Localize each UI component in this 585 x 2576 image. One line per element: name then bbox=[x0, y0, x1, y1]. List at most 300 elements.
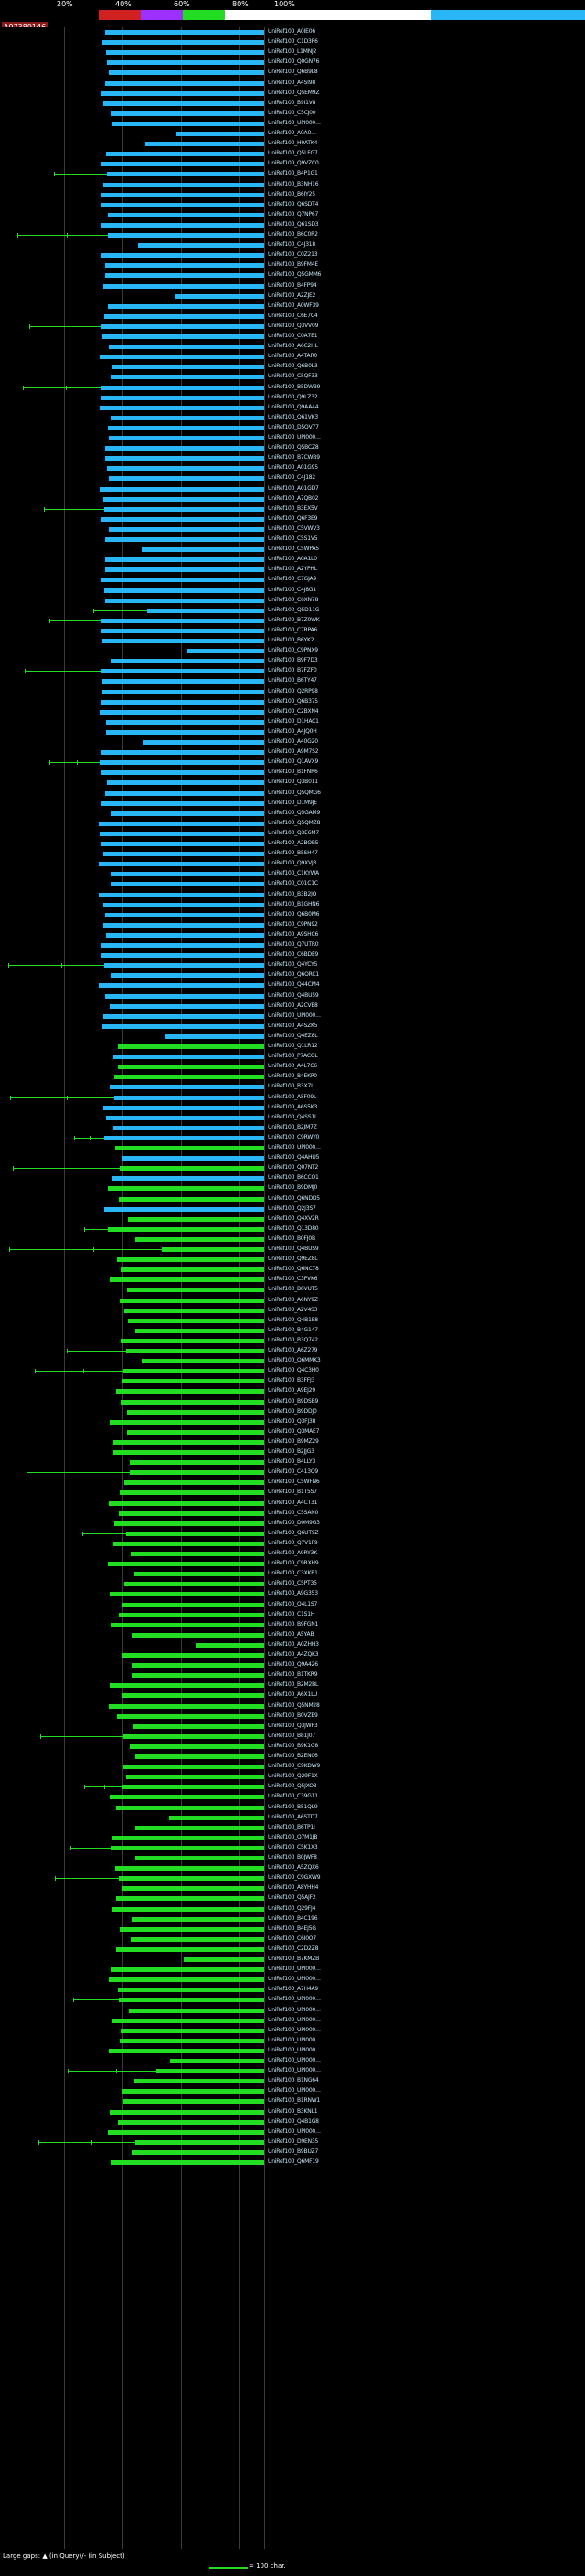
subject-label[interactable]: UniRef100_A0IE06 bbox=[268, 28, 315, 35]
subject-label[interactable]: UniRef100_C1S1H bbox=[268, 1610, 315, 1617]
subject-label[interactable]: UniRef100_B9MZ29 bbox=[268, 1437, 319, 1445]
table-row[interactable] bbox=[0, 342, 585, 352]
hsp-bar[interactable] bbox=[105, 913, 264, 917]
table-row[interactable] bbox=[0, 302, 585, 312]
hsp-bar[interactable] bbox=[101, 801, 264, 806]
table-row[interactable] bbox=[0, 1153, 585, 1163]
subject-label[interactable]: UniRef100_B0FJ0B bbox=[268, 1235, 315, 1242]
hsp-bar[interactable] bbox=[99, 862, 264, 866]
subject-label[interactable]: UniRef100_Q7M1JB bbox=[268, 1833, 318, 1840]
table-row[interactable] bbox=[0, 616, 585, 626]
table-row[interactable] bbox=[0, 99, 585, 109]
subject-label[interactable]: UniRef100_A4JQ0H bbox=[268, 727, 317, 735]
table-row[interactable] bbox=[0, 362, 585, 372]
subject-label[interactable]: UniRef100_B3FFJ3 bbox=[268, 1377, 315, 1384]
subject-label[interactable]: UniRef100_A2CVE8 bbox=[268, 1002, 318, 1009]
table-row[interactable] bbox=[0, 1072, 585, 1082]
table-row[interactable] bbox=[0, 1813, 585, 1823]
table-row[interactable] bbox=[0, 1893, 585, 1903]
hsp-bar[interactable] bbox=[99, 983, 264, 988]
table-row[interactable] bbox=[0, 1620, 585, 1630]
table-row[interactable] bbox=[0, 890, 585, 900]
table-row[interactable] bbox=[0, 2026, 585, 2036]
subject-label[interactable]: UniRef100_Q6UT9Z bbox=[268, 1529, 319, 1536]
hsp-bar[interactable] bbox=[112, 1836, 264, 1840]
subject-label[interactable]: UniRef100_A2YPHL bbox=[268, 566, 317, 573]
hsp-bar[interactable] bbox=[132, 2150, 264, 2155]
table-row[interactable] bbox=[0, 281, 585, 292]
table-row[interactable] bbox=[0, 1336, 585, 1346]
table-row[interactable] bbox=[0, 1447, 585, 1458]
hsp-bar[interactable] bbox=[113, 1542, 264, 1546]
subject-label[interactable]: UniRef100_B4G147 bbox=[268, 1326, 318, 1333]
table-row[interactable] bbox=[0, 586, 585, 596]
hsp-bar[interactable] bbox=[101, 324, 264, 329]
hsp-bar[interactable] bbox=[119, 1197, 264, 1202]
subject-label[interactable]: UniRef100_Q4YCY5 bbox=[268, 961, 318, 969]
hsp-bar[interactable] bbox=[117, 1714, 264, 1719]
hsp-bar[interactable] bbox=[119, 1613, 264, 1617]
hsp-bar[interactable] bbox=[113, 1126, 264, 1130]
hsp-bar[interactable] bbox=[102, 1024, 264, 1029]
table-row[interactable] bbox=[0, 839, 585, 849]
hsp-bar[interactable] bbox=[105, 456, 264, 461]
hsp-bar[interactable] bbox=[105, 791, 264, 796]
table-row[interactable] bbox=[0, 900, 585, 910]
hsp-bar[interactable] bbox=[121, 1400, 264, 1405]
hsp-bar[interactable] bbox=[110, 1592, 264, 1596]
table-row[interactable] bbox=[0, 656, 585, 666]
subject-label[interactable]: UniRef100_UPI000… bbox=[268, 1976, 321, 1983]
table-row[interactable] bbox=[0, 646, 585, 656]
hsp-bar[interactable] bbox=[108, 1227, 264, 1232]
hsp-bar[interactable] bbox=[105, 567, 264, 572]
table-row[interactable] bbox=[0, 1214, 585, 1224]
hsp-bar[interactable] bbox=[108, 1186, 264, 1191]
table-row[interactable] bbox=[0, 1103, 585, 1113]
hsp-bar[interactable] bbox=[121, 1267, 264, 1272]
subject-label[interactable]: UniRef100_Q6NDD5 bbox=[268, 1194, 320, 1202]
table-row[interactable] bbox=[0, 1670, 585, 1680]
hsp-bar[interactable] bbox=[128, 1319, 264, 1323]
hsp-bar[interactable] bbox=[109, 70, 264, 75]
table-row[interactable] bbox=[0, 1173, 585, 1183]
hsp-bar[interactable] bbox=[111, 416, 264, 420]
subject-label[interactable]: UniRef100_UPI000… bbox=[268, 1012, 321, 1019]
subject-label[interactable]: UniRef100_Q5BCZ8 bbox=[268, 444, 319, 451]
hsp-bar[interactable] bbox=[109, 345, 264, 349]
subject-label[interactable]: UniRef100_A6C2HL bbox=[268, 343, 318, 350]
hsp-bar[interactable] bbox=[120, 1166, 264, 1171]
subject-label[interactable]: UniRef100_B2JM7Z bbox=[268, 1123, 317, 1130]
subject-label[interactable]: UniRef100_B6CCO1 bbox=[268, 1174, 319, 1182]
subject-label[interactable]: UniRef100_Q5D11G bbox=[268, 606, 320, 613]
hsp-bar[interactable] bbox=[102, 679, 264, 684]
subject-label[interactable]: UniRef100_B7Z0WK bbox=[268, 616, 320, 623]
table-row[interactable] bbox=[0, 1519, 585, 1529]
subject-label[interactable]: UniRef100_C2BXN4 bbox=[268, 707, 319, 715]
hsp-bar[interactable] bbox=[106, 1116, 264, 1120]
hsp-bar[interactable] bbox=[107, 466, 264, 471]
hsp-bar[interactable] bbox=[101, 953, 264, 958]
hsp-bar[interactable] bbox=[101, 91, 264, 96]
hsp-bar[interactable] bbox=[108, 213, 264, 217]
table-row[interactable] bbox=[0, 1680, 585, 1691]
hsp-bar[interactable] bbox=[124, 1582, 264, 1586]
hsp-bar[interactable] bbox=[105, 537, 264, 542]
table-row[interactable] bbox=[0, 960, 585, 970]
table-row[interactable] bbox=[0, 2076, 585, 2086]
table-row[interactable] bbox=[0, 747, 585, 758]
subject-label[interactable]: UniRef100_C6XN78 bbox=[268, 596, 319, 603]
subject-label[interactable]: UniRef100_A5YAB bbox=[268, 1630, 314, 1638]
hsp-bar[interactable] bbox=[187, 649, 264, 653]
hsp-bar[interactable] bbox=[122, 1653, 264, 1658]
subject-label[interactable]: UniRef100_UPI000… bbox=[268, 2057, 321, 2063]
table-row[interactable] bbox=[0, 473, 585, 483]
subject-label[interactable]: UniRef100_B4C196 bbox=[268, 1914, 318, 1922]
subject-label[interactable]: UniRef100_D5QV77 bbox=[268, 423, 319, 430]
hsp-bar[interactable] bbox=[119, 1876, 264, 1881]
table-row[interactable] bbox=[0, 930, 585, 940]
subject-label[interactable]: UniRef100_D0M9G3 bbox=[268, 1519, 320, 1526]
table-row[interactable] bbox=[0, 1742, 585, 1752]
subject-label[interactable]: UniRef100_A01GD7 bbox=[268, 484, 319, 492]
hsp-bar[interactable] bbox=[142, 1359, 264, 1363]
subject-label[interactable]: UniRef100_Q5GAM9 bbox=[268, 809, 321, 816]
subject-label[interactable]: UniRef100_A6S5K3 bbox=[268, 1103, 318, 1110]
table-row[interactable] bbox=[0, 514, 585, 525]
table-row[interactable] bbox=[0, 2046, 585, 2056]
table-row[interactable] bbox=[0, 1386, 585, 1396]
subject-label[interactable]: UniRef100_B1TKR9 bbox=[268, 1671, 318, 1679]
table-row[interactable] bbox=[0, 1042, 585, 1052]
hsp-bar[interactable] bbox=[120, 1927, 264, 1932]
subject-label[interactable]: UniRef100_B4FP94 bbox=[268, 281, 317, 289]
subject-label[interactable]: UniRef100_B4EKP0 bbox=[268, 1073, 317, 1080]
table-row[interactable] bbox=[0, 1569, 585, 1579]
table-row[interactable] bbox=[0, 1509, 585, 1519]
hsp-bar[interactable] bbox=[132, 1673, 264, 1678]
table-row[interactable] bbox=[0, 2016, 585, 2026]
hsp-bar[interactable] bbox=[119, 1511, 264, 1516]
hsp-bar[interactable] bbox=[122, 1693, 264, 1698]
table-row[interactable] bbox=[0, 535, 585, 545]
table-row[interactable] bbox=[0, 1113, 585, 1123]
table-row[interactable] bbox=[0, 606, 585, 616]
subject-label[interactable]: UniRef100_C5WPA5 bbox=[268, 546, 319, 553]
subject-label[interactable]: UniRef100_B9F7D3 bbox=[268, 657, 318, 664]
table-row[interactable] bbox=[0, 707, 585, 717]
table-row[interactable] bbox=[0, 393, 585, 403]
subject-label[interactable]: UniRef100_B1NG64 bbox=[268, 2077, 319, 2084]
table-row[interactable] bbox=[0, 1863, 585, 1873]
subject-label[interactable]: UniRef100_Q4L1S7 bbox=[268, 1600, 318, 1607]
table-row[interactable] bbox=[0, 1488, 585, 1498]
subject-label[interactable]: UniRef100_A4ZQK3 bbox=[268, 1651, 319, 1658]
hsp-bar[interactable] bbox=[111, 375, 264, 379]
subject-label[interactable]: UniRef100_Q6NC78 bbox=[268, 1266, 319, 1273]
hsp-bar[interactable] bbox=[104, 507, 264, 512]
hsp-bar[interactable] bbox=[120, 2039, 264, 2043]
subject-label[interactable]: UniRef100_UPI000… bbox=[268, 2036, 321, 2043]
table-row[interactable] bbox=[0, 2127, 585, 2137]
hsp-bar[interactable] bbox=[184, 1957, 264, 1962]
subject-label[interactable]: UniRef100_B9DDJ0 bbox=[268, 1407, 317, 1415]
subject-label[interactable]: UniRef100_C413Q9 bbox=[268, 1468, 318, 1476]
hsp-bar[interactable] bbox=[123, 1734, 264, 1739]
subject-label[interactable]: UniRef100_Q9LZ32 bbox=[268, 393, 318, 400]
table-row[interactable] bbox=[0, 2066, 585, 2076]
subject-label[interactable]: UniRef100_B3Q742 bbox=[268, 1336, 318, 1343]
table-row[interactable] bbox=[0, 970, 585, 981]
table-row[interactable] bbox=[0, 2107, 585, 2117]
table-row[interactable] bbox=[0, 626, 585, 636]
table-row[interactable] bbox=[0, 1022, 585, 1032]
table-row[interactable] bbox=[0, 79, 585, 89]
hsp-bar[interactable] bbox=[109, 2049, 264, 2053]
hsp-bar[interactable] bbox=[115, 1866, 264, 1871]
table-row[interactable] bbox=[0, 1275, 585, 1285]
subject-label[interactable]: UniRef100_C5CJ00 bbox=[268, 109, 316, 116]
subject-label[interactable]: UniRef100_B3EX5V bbox=[268, 504, 318, 512]
subject-label[interactable]: UniRef100_A7H4A9 bbox=[268, 1986, 318, 1993]
table-row[interactable] bbox=[0, 1589, 585, 1599]
subject-label[interactable]: UniRef100_C5SAN0 bbox=[268, 1509, 319, 1516]
hsp-bar[interactable] bbox=[102, 639, 264, 643]
hsp-bar[interactable] bbox=[126, 1532, 264, 1536]
subject-label[interactable]: UniRef100_UPI000… bbox=[268, 1966, 321, 1973]
hsp-bar[interactable] bbox=[101, 253, 264, 258]
hsp-bar[interactable] bbox=[99, 822, 264, 826]
table-row[interactable] bbox=[0, 1163, 585, 1173]
table-row[interactable] bbox=[0, 1955, 585, 1965]
subject-label[interactable]: UniRef100_B9I1V8 bbox=[268, 99, 316, 106]
hsp-bar[interactable] bbox=[110, 1795, 264, 1799]
subject-label[interactable]: UniRef100_Q2J3S7 bbox=[268, 1204, 316, 1212]
hsp-bar[interactable] bbox=[105, 994, 264, 999]
subject-label[interactable]: UniRef100_Q5QMG6 bbox=[268, 789, 321, 796]
subject-label[interactable]: UniRef100_C5VWV3 bbox=[268, 525, 320, 532]
hsp-bar[interactable] bbox=[131, 1552, 264, 1556]
table-row[interactable] bbox=[0, 1610, 585, 1620]
hsp-bar[interactable] bbox=[101, 386, 264, 390]
table-row[interactable] bbox=[0, 737, 585, 747]
subject-label[interactable]: UniRef100_B1FNR6 bbox=[268, 769, 318, 776]
subject-label[interactable]: UniRef100_Q0GN76 bbox=[268, 58, 320, 66]
table-row[interactable] bbox=[0, 2056, 585, 2066]
hsp-bar[interactable] bbox=[105, 263, 264, 268]
table-row[interactable] bbox=[0, 58, 585, 68]
subject-label[interactable]: UniRef100_A6NY9Z bbox=[268, 1296, 318, 1303]
subject-label[interactable]: UniRef100_C6I0O7 bbox=[268, 1935, 316, 1942]
subject-label[interactable]: UniRef100_B6IY25 bbox=[268, 190, 315, 197]
subject-label[interactable]: UniRef100_A4SZK5 bbox=[268, 1022, 318, 1029]
hsp-bar[interactable] bbox=[103, 284, 264, 289]
table-row[interactable] bbox=[0, 190, 585, 200]
table-row[interactable] bbox=[0, 139, 585, 149]
hsp-bar[interactable] bbox=[109, 1704, 264, 1709]
hsp-bar[interactable] bbox=[116, 1947, 264, 1952]
table-row[interactable] bbox=[0, 1366, 585, 1376]
subject-label[interactable]: UniRef100_B5SH47 bbox=[268, 850, 318, 857]
table-row[interactable] bbox=[0, 1316, 585, 1326]
table-row[interactable] bbox=[0, 809, 585, 819]
subject-label[interactable]: UniRef100_Q3E6M7 bbox=[268, 829, 319, 836]
table-row[interactable] bbox=[0, 1224, 585, 1235]
hsp-bar[interactable] bbox=[101, 700, 264, 705]
subject-label[interactable]: UniRef100_Q4XV2R bbox=[268, 1214, 319, 1222]
subject-label[interactable]: UniRef100_B6YK2 bbox=[268, 637, 314, 643]
table-row[interactable] bbox=[0, 332, 585, 342]
subject-label[interactable]: UniRef100_C3XKB1 bbox=[268, 1570, 318, 1577]
table-row[interactable] bbox=[0, 1326, 585, 1336]
hsp-bar[interactable] bbox=[133, 1724, 264, 1729]
hsp-bar[interactable] bbox=[134, 1572, 264, 1576]
table-row[interactable] bbox=[0, 1701, 585, 1712]
hsp-bar[interactable] bbox=[105, 599, 264, 603]
table-row[interactable] bbox=[0, 322, 585, 332]
subject-label[interactable]: UniRef100_C7GJA9 bbox=[268, 576, 317, 583]
hsp-bar[interactable] bbox=[101, 517, 264, 522]
subject-label[interactable]: UniRef100_C6E7C4 bbox=[268, 312, 318, 319]
table-row[interactable] bbox=[0, 1082, 585, 1092]
hsp-bar[interactable] bbox=[110, 1683, 264, 1688]
table-row[interactable] bbox=[0, 1285, 585, 1295]
subject-label[interactable]: UniRef100_Q4BU59 bbox=[268, 991, 319, 999]
table-row[interactable] bbox=[0, 1935, 585, 1945]
hsp-bar[interactable] bbox=[113, 1450, 264, 1455]
table-row[interactable] bbox=[0, 220, 585, 230]
subject-label[interactable]: UniRef100_B9K1G8 bbox=[268, 1742, 318, 1749]
subject-label[interactable]: UniRef100_C2D2Z8 bbox=[268, 1945, 319, 1952]
table-row[interactable] bbox=[0, 545, 585, 555]
table-row[interactable] bbox=[0, 666, 585, 676]
subject-label[interactable]: UniRef100_Q29FJ4 bbox=[268, 1904, 316, 1912]
hsp-bar[interactable] bbox=[118, 1988, 264, 1992]
table-row[interactable] bbox=[0, 1356, 585, 1366]
subject-label[interactable]: UniRef100_Q5LFG7 bbox=[268, 150, 318, 157]
hsp-bar[interactable] bbox=[128, 1217, 264, 1222]
subject-label[interactable]: UniRef100_H9ATK4 bbox=[268, 140, 318, 147]
table-row[interactable] bbox=[0, 525, 585, 535]
subject-label[interactable]: UniRef100_B9FGN1 bbox=[268, 1620, 319, 1627]
subject-label[interactable]: UniRef100_B3X7L bbox=[268, 1083, 314, 1090]
hsp-bar[interactable] bbox=[111, 872, 264, 876]
table-row[interactable] bbox=[0, 727, 585, 737]
hsp-bar[interactable] bbox=[127, 1410, 264, 1415]
table-row[interactable] bbox=[0, 1965, 585, 1975]
table-row[interactable] bbox=[0, 717, 585, 727]
hsp-bar[interactable] bbox=[111, 111, 264, 116]
subject-label[interactable]: UniRef100_Q4BUS9 bbox=[268, 1246, 319, 1252]
table-row[interactable] bbox=[0, 1712, 585, 1722]
hsp-bar[interactable] bbox=[127, 1430, 264, 1435]
subject-label[interactable]: UniRef100_Q6B0L3 bbox=[268, 363, 318, 370]
table-row[interactable] bbox=[0, 1265, 585, 1275]
hsp-bar[interactable] bbox=[103, 923, 264, 928]
subject-label[interactable]: UniRef100_Q5AJF2 bbox=[268, 1894, 316, 1902]
hsp-bar[interactable] bbox=[109, 1501, 264, 1506]
subject-label[interactable]: UniRef100_A9EJ29 bbox=[268, 1387, 315, 1394]
table-row[interactable] bbox=[0, 1752, 585, 1762]
hsp-bar[interactable] bbox=[122, 1603, 264, 1607]
subject-label[interactable]: UniRef100_B0VZE9 bbox=[268, 1712, 318, 1719]
subject-label[interactable]: UniRef100_A9G353 bbox=[268, 1590, 318, 1597]
subject-label[interactable]: UniRef100_A5ZQX6 bbox=[268, 1864, 319, 1871]
table-row[interactable] bbox=[0, 1792, 585, 1802]
hsp-bar[interactable] bbox=[135, 2140, 264, 2145]
hsp-bar[interactable] bbox=[129, 2009, 264, 2013]
subject-label[interactable]: UniRef100_A6X1LU bbox=[268, 1691, 318, 1699]
table-row[interactable] bbox=[0, 1417, 585, 1427]
table-row[interactable] bbox=[0, 778, 585, 788]
table-row[interactable] bbox=[0, 169, 585, 179]
hsp-bar[interactable] bbox=[124, 1309, 264, 1313]
table-row[interactable] bbox=[0, 443, 585, 453]
table-row[interactable] bbox=[0, 1123, 585, 1133]
subject-label[interactable]: UniRef100_A40G20 bbox=[268, 738, 318, 745]
table-row[interactable] bbox=[0, 1782, 585, 1792]
subject-label[interactable]: UniRef100_UPI000… bbox=[268, 1144, 321, 1150]
hsp-bar[interactable] bbox=[101, 396, 264, 400]
subject-label[interactable]: UniRef100_D9EN35 bbox=[268, 2137, 319, 2145]
subject-label[interactable]: UniRef100_UPI000… bbox=[268, 2046, 321, 2053]
subject-label[interactable]: UniRef100_Q9VZC0 bbox=[268, 160, 319, 167]
table-row[interactable] bbox=[0, 37, 585, 48]
subject-label[interactable]: UniRef100_Q5NM28 bbox=[268, 1701, 320, 1709]
hsp-bar[interactable] bbox=[101, 578, 264, 582]
subject-label[interactable]: UniRef100_A01G95 bbox=[268, 464, 318, 472]
subject-label[interactable]: UniRef100_B3B2JQ bbox=[268, 890, 317, 897]
hsp-bar[interactable] bbox=[165, 1034, 264, 1039]
hsp-bar[interactable] bbox=[170, 2059, 264, 2063]
subject-label[interactable]: UniRef100_B81J07 bbox=[268, 1732, 315, 1739]
table-row[interactable] bbox=[0, 1904, 585, 1914]
table-row[interactable] bbox=[0, 1600, 585, 1610]
hsp-bar[interactable] bbox=[110, 1085, 264, 1089]
subject-label[interactable]: UniRef100_Q7UTR0 bbox=[268, 941, 319, 948]
table-row[interactable] bbox=[0, 829, 585, 839]
table-row[interactable] bbox=[0, 463, 585, 473]
table-row[interactable] bbox=[0, 423, 585, 433]
table-row[interactable] bbox=[0, 2006, 585, 2016]
hsp-bar[interactable] bbox=[132, 1917, 264, 1922]
subject-label[interactable]: UniRef100_A0A0… bbox=[268, 130, 316, 136]
hsp-bar[interactable] bbox=[112, 1907, 264, 1912]
table-row[interactable] bbox=[0, 1194, 585, 1204]
hsp-bar[interactable] bbox=[112, 1176, 264, 1181]
hsp-bar[interactable] bbox=[100, 710, 264, 715]
hsp-bar[interactable] bbox=[101, 203, 264, 207]
subject-label[interactable]: UniRef100_Q3FJ38 bbox=[268, 1417, 316, 1425]
hsp-bar[interactable] bbox=[120, 1299, 264, 1303]
subject-label[interactable]: UniRef100_C9KDW9 bbox=[268, 1763, 321, 1770]
table-row[interactable] bbox=[0, 453, 585, 463]
hsp-bar[interactable] bbox=[106, 152, 264, 156]
hsp-bar[interactable] bbox=[112, 2019, 264, 2023]
table-row[interactable] bbox=[0, 2157, 585, 2168]
table-row[interactable] bbox=[0, 1762, 585, 1772]
table-row[interactable] bbox=[0, 403, 585, 413]
subject-label[interactable]: UniRef100_UPI000… bbox=[268, 434, 321, 440]
hsp-bar[interactable] bbox=[176, 132, 264, 136]
hsp-bar[interactable] bbox=[122, 1379, 264, 1383]
hsp-bar[interactable] bbox=[116, 1806, 264, 1810]
table-row[interactable] bbox=[0, 1772, 585, 1782]
table-row[interactable] bbox=[0, 1823, 585, 1833]
table-row[interactable] bbox=[0, 789, 585, 799]
